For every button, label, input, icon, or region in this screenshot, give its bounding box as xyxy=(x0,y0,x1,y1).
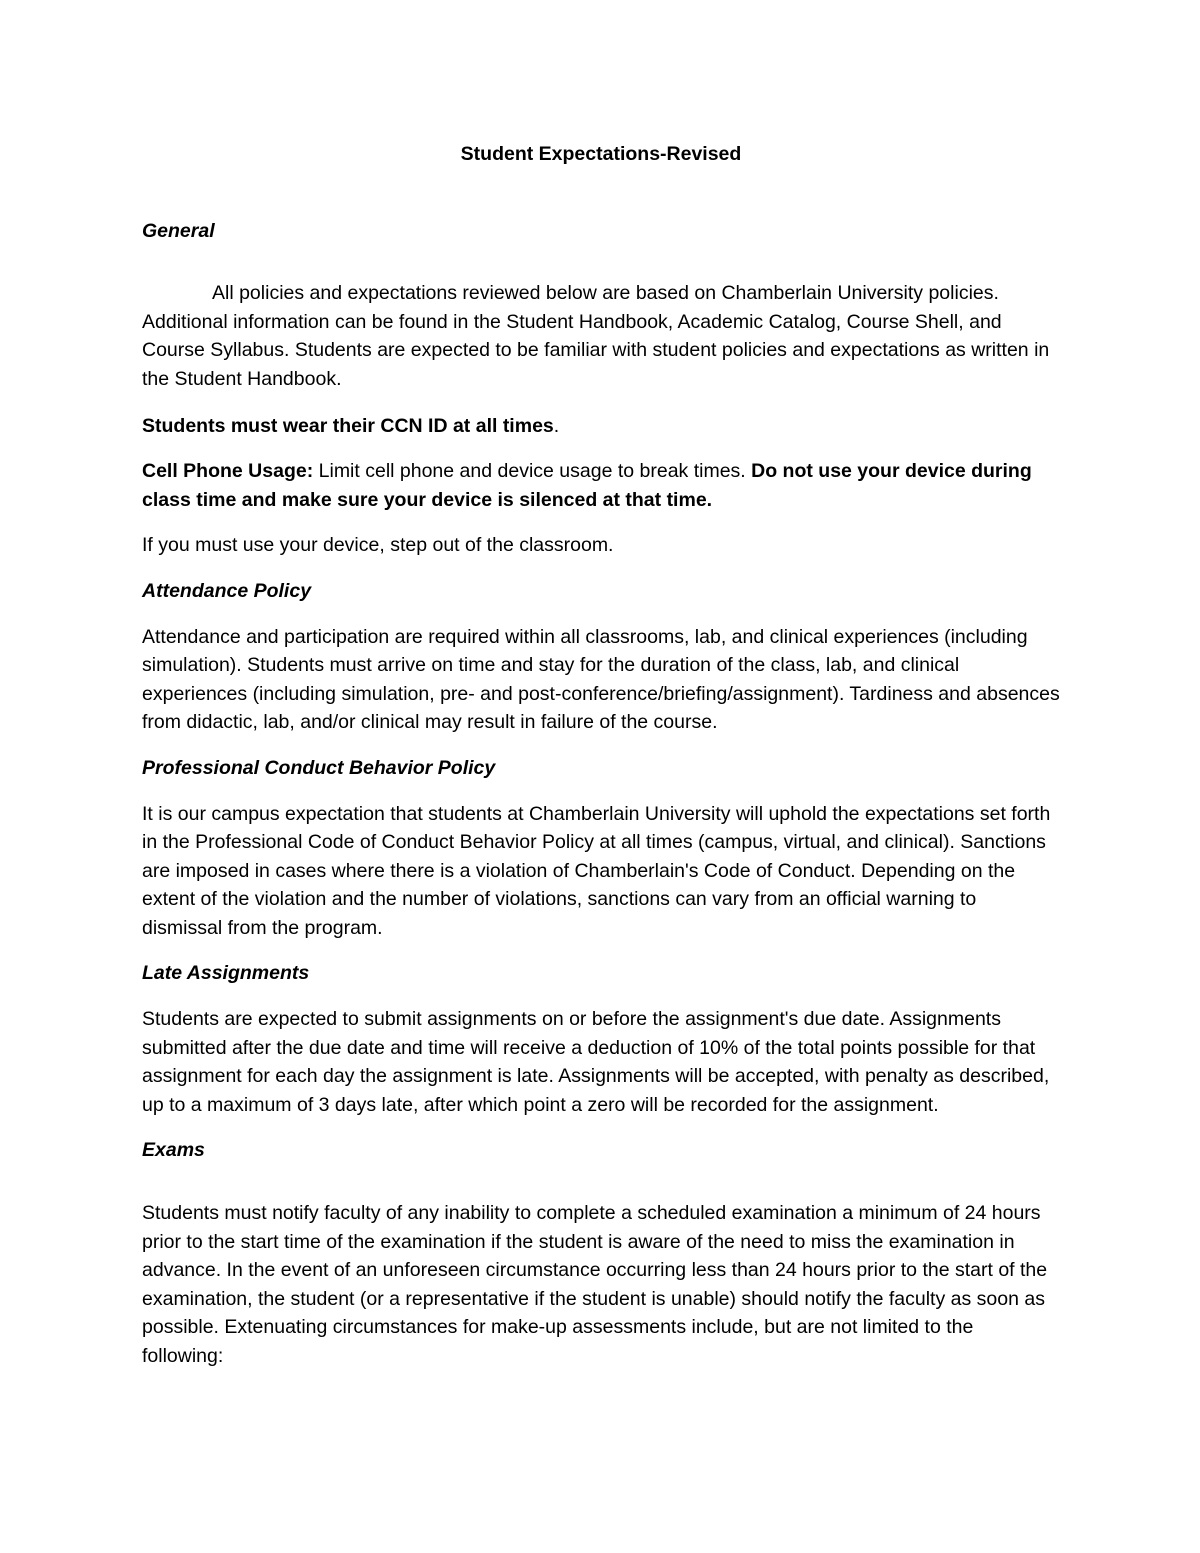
cell-phone-label: Cell Phone Usage: xyxy=(142,460,314,483)
exams-paragraph: Students must notify faculty of any inability to complete a scheduled examination a minimum of 24 hours prior to the start time of the examination if the student is aware of the need to miss the examination in advance. In the event of an unforeseen circumstance occurring less than 24 hours prior to the start of the examination, the student (or a representative if the student is unable) should notify the faculty as soon as possible. Extenuating circumstances for make-up assessments include, but are not limited to the following: xyxy=(142,1202,1048,1367)
id-notice-trailing: . xyxy=(553,414,560,437)
cell-phone-policy xyxy=(142,457,1060,514)
cell-phone-text: Limit cell phone and device usage to break times. xyxy=(313,460,752,483)
section-heading-general: General xyxy=(142,219,215,242)
document-title: Student Expectations-Revised xyxy=(460,143,742,165)
cell-phone-bold-text: Do not use your device during class time and make sure your device is silenced at that time. xyxy=(142,460,1032,511)
section-heading-exams: Exams xyxy=(142,1139,205,1162)
general-paragraph: All policies and expectations reviewed below are based on Chamberlain University policies. Additional information can be found in the Student Handbook, Academic Catalog, Course Shell, and Course Syllabus. Students are expected to be familiar with student policies and expectations as written in the Student Handbook. xyxy=(142,282,1050,390)
section-heading-attendance: Attendance Policy xyxy=(142,579,312,602)
section-heading-late-assignments: Late Assignments xyxy=(142,962,310,985)
cell-phone-followup: If you must use your device, step out of the classroom. xyxy=(142,534,614,557)
late-assignments-paragraph: Students are expected to submit assignments on or before the assignment's due date. Assignments submitted after the due date and time will receive a deduction of 10% of the total points possible for that assignment for each day the assignment is late. Assignments will be accepted, with penalty as described, up to a maximum of 3 days late, after which point a zero will be recorded for the assignment. xyxy=(142,1008,1050,1116)
id-notice-bold: Students must wear their CCN ID at all times xyxy=(142,414,554,437)
document-body xyxy=(142,140,1060,1371)
section-heading-conduct: Professional Conduct Behavior Policy xyxy=(142,756,496,779)
attendance-paragraph: Attendance and participation are required within all classrooms, lab, and clinical experiences (including simulation). Students must arrive on time and stay for the duration of the class, lab, and clinical experiences (including simulation, pre- and post-conference/briefing/assignment). Tardiness and absences from didactic, lab, and/or clinical may result in failure of the course. xyxy=(142,625,1060,734)
conduct-paragraph: It is our campus expectation that students at Chamberlain University will uphold the expectations set forth in the Professional Code of Conduct Behavior Policy at all times (campus, virtual, and clinical). Sanctions are imposed in cases where there is a violation of Chamberlain's Code of Conduct. Depending on the extent of the violation and the number of violations, sanctions can vary from an official warning to dismissal from the program. xyxy=(142,802,1051,939)
id-notice xyxy=(142,412,1060,441)
